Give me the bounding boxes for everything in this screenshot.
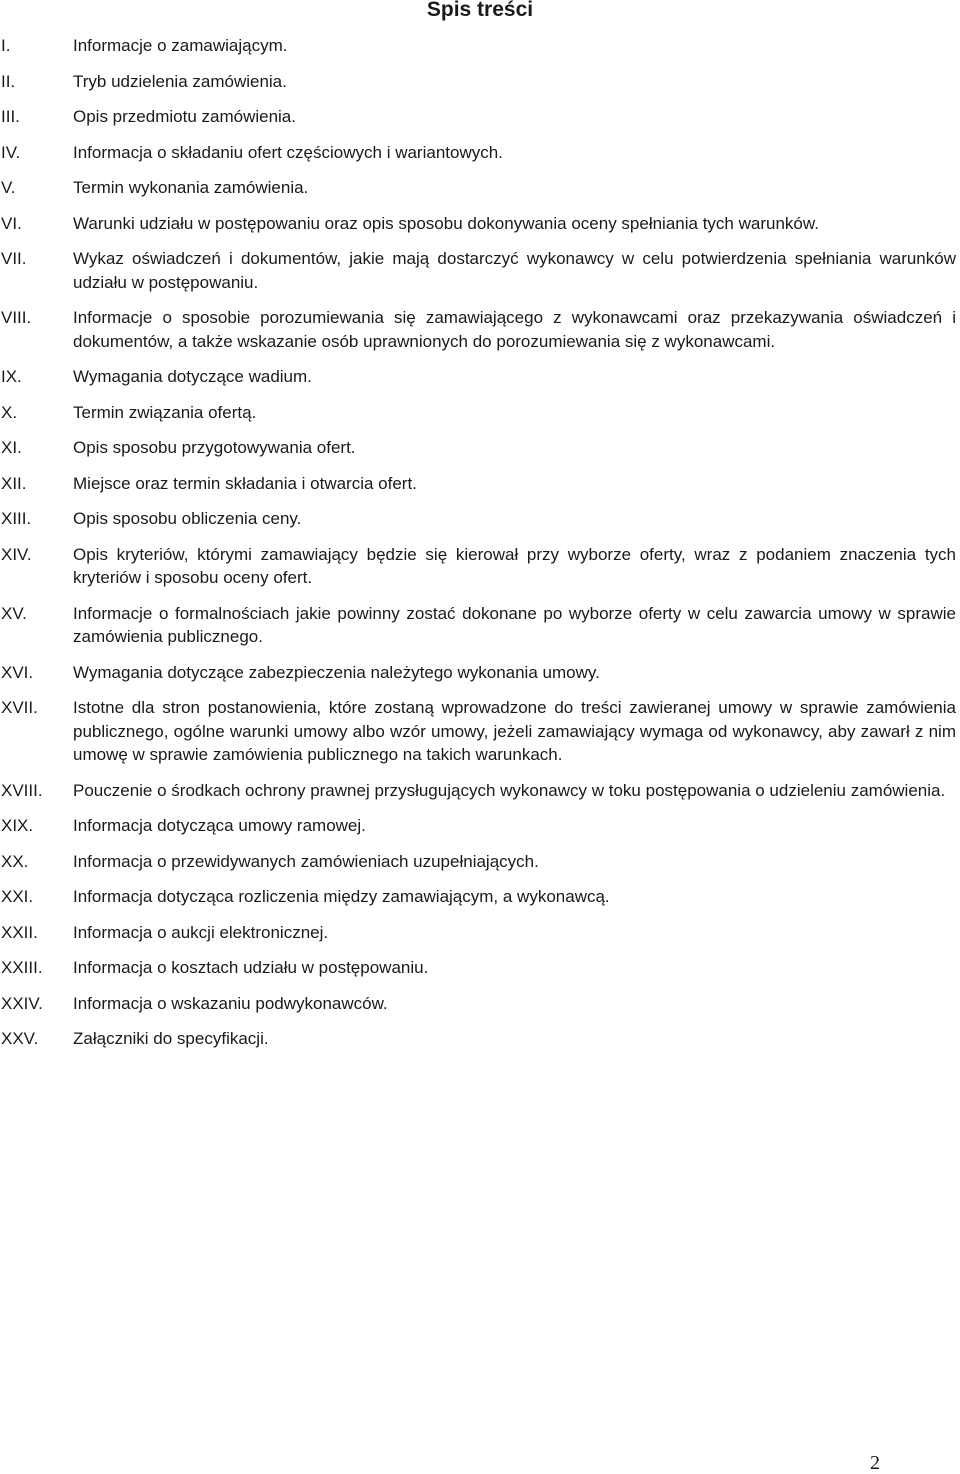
toc-item-6 [0,212,960,236]
toc-item-text: Opis kryteriów, którymi zamawiający będzie się kierował przy wyborze oferty, wraz z podaniem znaczenia tych kryteriów i sposobu oceny ofert. [73,544,956,587]
toc-item-number: XVI. [1,662,34,682]
toc-item-number: XIV. [1,544,32,564]
toc-item-text: Miejsce oraz termin składania i otwarcia ofert. [73,473,417,493]
toc-item-number: X. [1,402,18,422]
toc-item-text: Informacje o formalnościach jakie powinny zostać dokonane po wyborze oferty w celu zawarcia umowy w sprawie zamówienia publicznego. [73,603,956,646]
toc-item-text: Informacja o kosztach udziału w postępowaniu. [73,958,429,977]
toc-item-5 [0,176,960,200]
toc-item-text: Informacja o przewidywanych zamówieniach uzupełniających. [73,851,539,871]
toc-item-text: Informacje o zamawiającym. [73,36,288,55]
toc-item-text: Pouczenie o środkach ochrony prawnej przysługujących wykonawcy w toku postępowania o udzieleniu zamówienia. [73,780,946,800]
toc-item-number: XXII. [1,922,38,942]
toc-item-15 [0,602,960,649]
toc-item-number: XII. [1,473,27,493]
toc-item-12 [0,472,960,496]
toc-item-number: XVIII. [1,780,43,800]
toc-item-4 [0,141,960,165]
toc-item-text: Informacja dotycząca rozliczenia między zamawiającym, a wykonawcą. [73,887,610,906]
toc-item-18 [0,779,960,803]
toc-item-7 [0,247,960,294]
toc-item-number: XXIV. [1,993,43,1013]
toc-item-number: II. [1,71,16,91]
toc-item-text: Informacja o wskazaniu podwykonawców. [73,993,388,1013]
toc-item-text: Termin związania ofertą. [73,402,257,422]
toc-item-text: Istotne dla stron postanowienia, które zostaną wprowadzone do treści zawieranej umowy w sprawie zamówienia publicznego, ogólne warunki umowy albo wzór umowy, jeżeli zamawiający wymaga od wykonawcy, aby zawarł z nim umowę w sprawie zamówienia publicznego na takich warunkach. [73,698,956,764]
toc-item-number: XI. [1,438,22,457]
toc-item-text: Informacja o składaniu ofert częściowych i wariantowych. [73,142,503,162]
toc-item-14 [0,543,960,590]
toc-item-number: XVII. [1,698,38,717]
toc-item-9 [0,365,960,389]
toc-item-10 [0,401,960,425]
toc-item-text: Termin wykonania zamówienia. [73,178,309,197]
toc-item-number: XXI. [1,887,34,906]
toc-item-text: Tryb udzielenia zamówienia. [73,71,287,91]
toc-item-number: IX. [1,367,22,386]
toc-item-number: XX. [1,851,29,871]
toc-item-number: XIX. [1,816,34,835]
toc-item-11 [0,436,960,460]
toc-item-text: Wymagania dotyczące zabezpieczenia należytego wykonania umowy. [73,662,600,682]
toc-item-24 [0,992,960,1016]
toc-item-text: Opis sposobu przygotowywania ofert. [73,438,356,457]
toc-item-25 [0,1027,960,1051]
toc-item-number: III. [1,107,20,126]
toc-item-number: VI. [1,213,22,233]
toc-item-20 [0,850,960,874]
table-of-contents [0,34,960,1063]
toc-item-number: V. [1,178,16,197]
toc-item-number: XXV. [1,1029,39,1048]
toc-item-number: XIII. [1,509,32,528]
toc-item-17 [0,696,960,767]
toc-item-text: Opis sposobu obliczenia ceny. [73,509,302,528]
page-title: Spis treści [426,0,534,21]
toc-item-number: I. [1,36,11,55]
toc-item-number: XV. [1,603,27,623]
toc-item-23 [0,956,960,980]
toc-item-text: Warunki udziału w postępowaniu oraz opis sposobu dokonywania oceny spełniania tych warunków. [73,213,819,233]
toc-item-22 [0,921,960,945]
page-number: 2 [870,1452,880,1474]
toc-item-13 [0,507,960,531]
toc-item-number: VIII. [1,308,32,327]
toc-item-8 [0,306,960,353]
toc-item-19 [0,814,960,838]
toc-item-2 [0,70,960,94]
toc-item-number: XXIII. [1,958,43,977]
toc-item-21 [0,885,960,909]
toc-item-number: IV. [1,142,21,162]
toc-item-text: Załączniki do specyfikacji. [73,1029,269,1048]
toc-item-text: Wykaz oświadczeń i dokumentów, jakie mają dostarczyć wykonawcy w celu potwierdzenia spełniania warunków udziału w postępowaniu. [73,249,956,292]
toc-item-3 [0,105,960,129]
toc-item-text: Opis przedmiotu zamówienia. [73,107,296,126]
toc-item-text: Informacja dotycząca umowy ramowej. [73,816,366,835]
toc-item-text: Informacje o sposobie porozumiewania się zamawiającego z wykonawcami oraz przekazywania oświadczeń i dokumentów, a także wskazanie osób uprawnionych do porozumiewania się z wykonawcami. [73,308,956,351]
toc-item-text: Wymagania dotyczące wadium. [73,367,312,386]
toc-item-16 [0,661,960,685]
toc-item-text: Informacja o aukcji elektronicznej. [73,922,329,942]
toc-item-1 [0,34,960,58]
toc-item-number: VII. [1,249,27,268]
